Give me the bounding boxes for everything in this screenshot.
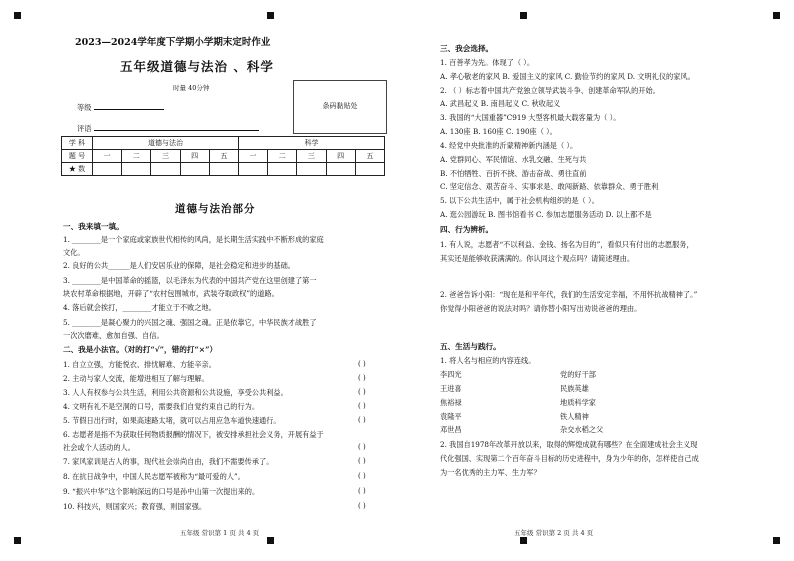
choice-item: A. 党群同心、军民情谊、水乳交融、生死与共 (440, 155, 587, 164)
analysis-item: 2. 爸爸告诉小阳：“现在是和平年代，我们的生活安定幸福，不用怀抗战精神了。” (440, 290, 698, 299)
time-limit: 时量 40分钟 (173, 84, 210, 92)
answer-paren[interactable]: ( ) (358, 472, 366, 480)
match-content[interactable]: 民族英雄 (560, 384, 589, 393)
comment-label: 评语 (77, 124, 259, 133)
registration-mark (267, 12, 274, 19)
judge-item: 7. 家风家训是古人的事，现代社会崇尚自由，我们不需要传承了。 (63, 457, 274, 466)
answer-paren[interactable]: ( ) (358, 402, 366, 410)
fill-item: 2. 良好的公共______是人们安居乐业的保障，是社会稳定和进步的基础。 (63, 261, 295, 270)
choice-item: 1. 百善孝为先。体现了（ ）。 (440, 58, 535, 67)
answer-paren[interactable]: ( ) (358, 487, 366, 495)
fill-item: 文化。 (63, 248, 85, 257)
page-footer: 五年级 常识第 2 页 共 4 页 (514, 529, 594, 537)
judge-item: 4. 文明有礼不是空洞的口号，需要我们自觉约束自己的行为。 (63, 402, 260, 411)
section-title: 道德与法治部分 (175, 203, 256, 215)
choice-item: A. 130座 B. 160座 C. 190座（ ）。 (440, 127, 557, 136)
practice-item: 为一名优秀的主力军、生力军？ (440, 468, 541, 477)
judge-item: 3. 人人有权参与公共生活，利用公共资源和公共设施，享受公共利益。 (63, 388, 288, 397)
fill-item: 4. 落后就会挨打，________才能立于不败之地。 (63, 303, 216, 312)
grade-field[interactable] (94, 109, 164, 110)
section-3-title: 三、我会选择。 (440, 44, 494, 53)
section-4-title: 四、行为辨析。 (440, 225, 494, 234)
match-name[interactable]: 王进喜 (440, 384, 462, 393)
section-1-title: 一、我来填一填。 (63, 222, 124, 231)
answer-paren[interactable]: ( ) (358, 457, 366, 465)
registration-mark (14, 12, 21, 19)
answer-paren[interactable]: ( ) (358, 502, 366, 510)
registration-mark (520, 12, 527, 19)
section-2-title: 二、我是小法官。（对的打“√”，错的打“×”） (63, 345, 218, 354)
comment-field[interactable] (94, 130, 259, 131)
match-name[interactable]: 李四光 (440, 370, 462, 379)
judge-item: 10. 科技兴，则国家兴；教育强，则国家强。 (63, 502, 207, 511)
registration-mark (14, 537, 21, 544)
match-content[interactable]: 地质科学家 (560, 398, 596, 407)
subject-1: 道德与法治 (93, 137, 239, 150)
choice-item: A. 武昌起义 B. 南昌起义 C. 秋收起义 (440, 99, 561, 108)
answer-paren[interactable]: ( ) (358, 374, 366, 382)
judge-item: 6. 志愿者是指不为获取任何物质报酬的情况下，被安排承担社会义务，开展有益于 (63, 430, 324, 439)
choice-item: B. 不怕牺牲、百折不挠、游击奋战、勇往直前 (440, 169, 587, 178)
answer-paren[interactable]: ( ) (358, 443, 366, 451)
judge-item: 1. 自立立强，方能悦衣、排忧解难、方能辛亲。 (63, 360, 216, 369)
practice-item: 代化强国、实现第二个百年奋斗目标的历史进程中，身为少年的你，怎样使自己成 (440, 454, 699, 463)
match-name[interactable]: 袁隆平 (440, 412, 462, 421)
match-content[interactable]: 党的好干部 (560, 370, 596, 379)
judge-item: 8. 在抗日战争中，中国人民志愿军被称为“最可爱的人”。 (63, 472, 245, 481)
fill-item: 3. ________是中国革命的摇篮，以毛泽东为代表的中国共产党在这里创建了第一 (63, 276, 317, 285)
choice-item: 3. 我国的“大国重器”C919 大型客机最大载客量为（ ）。 (440, 113, 621, 122)
score-table: 学 科 道德与法治 科学 题 号 一 二 三 四 五 一 二 三 四 五 ★ 数 (61, 136, 385, 176)
match-content[interactable]: 杂交水稻之父 (560, 425, 604, 434)
analysis-item: 你觉得小阳爸爸的说法对吗？请你替小阳写出劝说爸爸的理由。 (440, 304, 642, 313)
practice-item: 2. 我国自1978年改革开放以来，取得的辉煌成就有哪些？在全面建成社会主义现 (440, 440, 698, 449)
registration-mark (267, 537, 274, 544)
match-name[interactable]: 邓世昌 (440, 425, 462, 434)
page-footer: 五年级 常识第 1 页 共 4 页 (180, 529, 260, 537)
choice-item: A. 孝心敬老的家风 B. 爱国主义的家风 C. 勤俭节约的家风 D. 文明礼仪的家风。 (440, 72, 695, 81)
registration-mark (520, 537, 527, 544)
registration-mark (773, 537, 780, 544)
answer-paren[interactable]: ( ) (358, 360, 366, 368)
barcode-box: 条码黏贴处 (293, 80, 387, 134)
question-label: 题 号 (62, 150, 93, 163)
answer-paren[interactable]: ( ) (358, 416, 366, 424)
fill-item: 1. ________是一个家庭或家族世代相传的风尚，是长期生活实践中不断形成的家庭 (63, 235, 324, 244)
fill-item: 块农村革命根据地，开辟了“农村包围城市，武装夺取政权”的道路。 (63, 289, 279, 298)
match-content[interactable]: 铁人精神 (560, 412, 589, 421)
subject-label: 学 科 (62, 137, 93, 150)
analysis-item: 其实还是能够收获满满的。你认同这个观点吗？请简述理由。 (440, 254, 635, 263)
choice-item: C. 坚定信念、艰苦奋斗、实事求是、敢闯新路、依靠群众、勇于胜利 (440, 182, 659, 191)
exam-title: 2023—2024学年度下学期小学期末定时作业 (75, 37, 271, 48)
section-5-title: 五、生活与践行。 (440, 342, 501, 351)
answer-paren[interactable]: ( ) (358, 388, 366, 396)
registration-mark (773, 12, 780, 19)
choice-item: 5. 以下公共生活中，属于社会机构组织的是（ ）。 (440, 196, 599, 205)
grade-label: 等级 (77, 103, 164, 112)
exam-subtitle: 五年级道德与法治 、科学 (120, 59, 274, 74)
judge-item: 5. 节假日出行时，如果高速路太堵，就可以占用应急车道快速通行。 (63, 416, 281, 425)
subject-2: 科学 (238, 137, 384, 150)
match-name[interactable]: 焦裕禄 (440, 398, 462, 407)
judge-item: 9. “振兴中华”这个影响深远的口号是孙中山第一次提出来的。 (63, 487, 260, 496)
star-label: ★ 数 (62, 163, 93, 176)
matching-intro: 1. 将人名与相应的内容连线。 (440, 356, 536, 365)
judge-item: 社会或个人活动的人。 (63, 443, 135, 452)
fill-item: 一次次磨难，愈加自强、自信。 (63, 331, 164, 340)
choice-item: 4. 经党中央批准的沂蒙精神新内涵是（ ）。 (440, 141, 578, 150)
judge-item: 2. 主动与家人交流，能增进相互了解与理解。 (63, 374, 209, 383)
choice-item: 2. （ ）标志着中国共产党独立领导武装斗争、创建革命军队的开始。 (440, 86, 660, 95)
analysis-item: 1. 有人说，志愿者“不以利益、金钱、扬名为目的”，看似只有付出的志愿服务， (440, 240, 694, 249)
fill-item: 5. ________是凝心聚力的兴国之魂、强国之魂。正是依靠它，中华民族才战胜了 (63, 318, 317, 327)
choice-item: A. 逛公园游玩 B. 图书馆看书 C. 参加志愿服务活动 D. 以上都不是 (440, 210, 652, 219)
